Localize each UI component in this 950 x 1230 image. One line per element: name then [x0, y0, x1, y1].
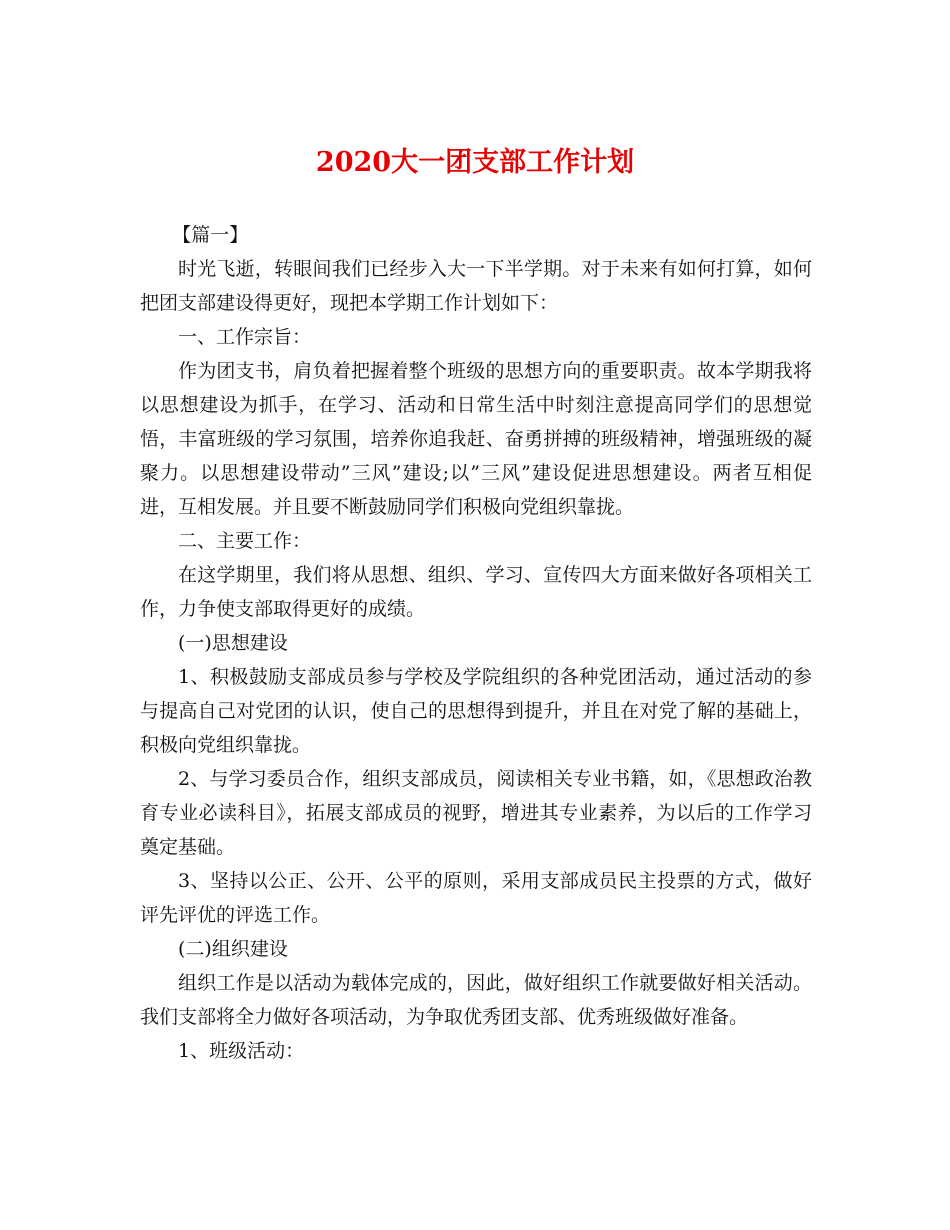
paragraph-ideology-item-1: 1、积极鼓励支部成员参与学校及学院组织的各种党团活动，通过活动的参与提高自己对党团的认识，使自己的思想得到提升，并且在对党了解的基础上，积极向党组织靠拢。: [140, 666, 812, 756]
document-body: [140, 218, 812, 1068]
document-title: 2020大一团支部工作计划: [315, 147, 635, 178]
paragraph-organization: 组织工作是以活动为载体完成的，因此，做好组织工作就要做好相关活动。我们支部将全力做好各项活动，为争取优秀团支部、优秀班级做好准备。: [140, 972, 812, 1028]
paragraph-main-work: 在这学期里，我们将从思想、组织、学习、宣传四大方面来做好各项相关工作，力争使支部取得更好的成绩。: [140, 564, 812, 620]
section-heading-part-one: 【篇一】: [172, 224, 249, 246]
heading-work-purpose: 一、工作宗旨：: [178, 326, 312, 348]
heading-ideology-building: (一)思想建设: [178, 632, 288, 654]
paragraph-work-purpose: 作为团支书，肩负着把握着整个班级的思想方向的重要职责。故本学期我将以思想建设为抓手，在学习、活动和日常生活中时刻注意提高同学们的思想觉悟，丰富班级的学习氛围，培养你追我赶、奋勇拼搏的班级精神，增强班级的凝聚力。以思想建设带动”三风”建设;以”三风”建设促进思想建设。两者互相促进，互相发展。并且要不断鼓励同学们积极向党组织靠拢。: [140, 360, 812, 518]
heading-main-work: 二、主要工作：: [178, 530, 312, 552]
paragraph-ideology-item-3: 3、坚持以公正、公开、公平的原则，采用支部成员民主投票的方式，做好评先评优的评选工作。: [140, 870, 812, 926]
paragraph-ideology-item-2: 2、与学习委员合作，组织支部成员，阅读相关专业书籍，如，《思想政治教育专业必读科目》，拓展支部成员的视野，增进其专业素养，为以后的工作学习奠定基础。: [140, 768, 812, 858]
heading-organization-building: (二)组织建设: [178, 938, 288, 960]
heading-class-activities: 1、班级活动：: [178, 1040, 305, 1062]
paragraph-intro: 时光飞逝，转眼间我们已经步入大一下半学期。对于未来有如何打算，如何把团支部建设得更好，现把本学期工作计划如下：: [140, 258, 812, 314]
